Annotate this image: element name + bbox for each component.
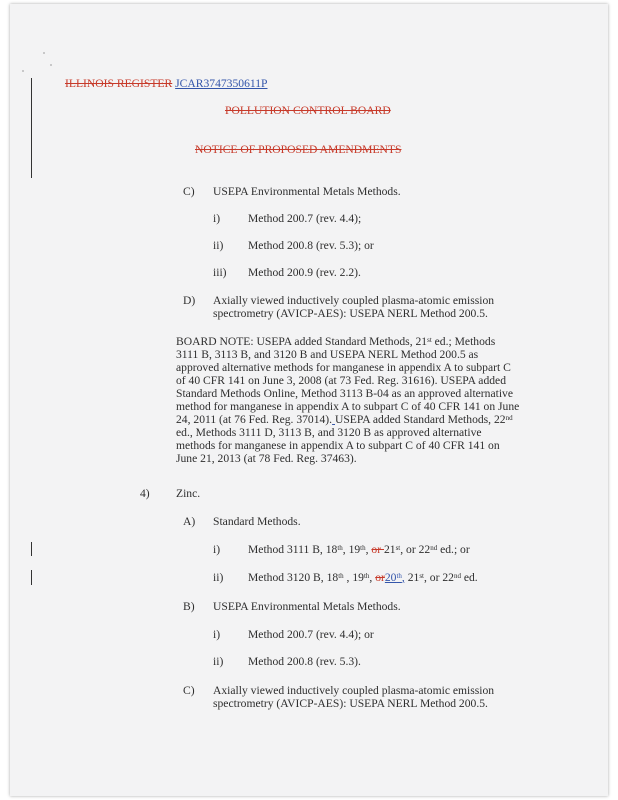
subitem-text: Method 3120 B, 18th , 19th, or20th, 21st, or 22nd ed. — [248, 571, 478, 584]
item-text: USEPA Environmental Metals Methods. — [213, 600, 401, 613]
subitem-label: ii) — [213, 239, 224, 252]
subitem-label: i) — [213, 628, 221, 641]
register-header — [65, 77, 267, 91]
subitem-label: ii) — [213, 655, 224, 668]
change-bar — [31, 570, 32, 585]
board-note-line: of 40 CFR 141 on June 3, 2008 (at 73 Fed. Reg. 31616). USEPA added — [176, 374, 506, 387]
item-text-line: Axially viewed inductively coupled plasma-atomic emission — [213, 684, 495, 697]
subitem-text: Method 200.7 (rev. 4.4); — [248, 212, 362, 225]
scan-speck — [50, 64, 52, 66]
board-note-line: June 21, 2013 (at 78 Fed. Reg. 37463). — [176, 452, 357, 465]
subitem-text: Method 200.8 (rev. 5.3); or — [248, 239, 374, 252]
board-note-line: BOARD NOTE: USEPA added Standard Methods, 21st ed.; Methods — [176, 335, 496, 348]
item-text-line: spectrometry (AVICP-AES): USEPA NERL Method 200.5. — [213, 307, 488, 320]
item-label: D) — [183, 294, 196, 307]
item-text-line: Axially viewed inductively coupled plasma-atomic emission — [213, 294, 495, 307]
section-number: 4) — [140, 487, 150, 500]
board-note-line: 3111 B, 3113 B, and 3120 B and USEPA NERL Method 200.5 as — [176, 348, 479, 361]
register-inserted: JCAR3747350611P — [175, 77, 268, 90]
item-label: C) — [183, 684, 195, 697]
subitem-text: Method 3111 B, 18th, 19th, or 21st, or 22nd ed.; or — [248, 543, 470, 556]
section-title: Zinc. — [176, 487, 201, 500]
subitem-text: Method 200.8 (rev. 5.3). — [248, 655, 361, 668]
item-label: A) — [183, 515, 196, 528]
inserted-text: 20th, — [384, 571, 405, 584]
subitem-label: i) — [213, 543, 221, 556]
item-text: USEPA Environmental Metals Methods. — [213, 185, 401, 198]
subitem-text: Method 200.7 (rev. 4.4); or — [248, 628, 374, 641]
board-note-line: ed., Methods 3111 D, 3113 B, and 3120 B as approved alternative — [176, 426, 482, 439]
board-note-line: methods for manganese in appendix A to subpart C of 40 CFR 141 on — [176, 439, 500, 452]
notice-header: NOTICE OF PROPOSED AMENDMENTS — [195, 143, 402, 156]
scan-speck — [43, 52, 45, 54]
change-bar — [31, 542, 32, 556]
item-label: C) — [183, 185, 195, 198]
subitem-label: iii) — [213, 266, 227, 279]
scan-speck — [22, 70, 24, 72]
board-note-line: approved alternative methods for manganese in appendix A to subpart C — [176, 361, 511, 374]
board-note-line: Standard Methods Online, Method 3113 B-04 as an approved alternative — [176, 387, 513, 400]
struck-text: or — [371, 543, 384, 556]
board-header: POLLUTION CONTROL BOARD — [225, 104, 391, 117]
change-bar — [31, 78, 32, 178]
subitem-text: Method 200.9 (rev. 2.2). — [248, 266, 361, 279]
subitem-label: i) — [213, 212, 221, 225]
board-note-line: method for manganese in appendix A to subpart C of 40 CFR 141 on June — [176, 400, 520, 413]
document-page — [10, 4, 608, 796]
board-note-line: 24, 2011 (at 76 Fed. Reg. 37014). USEPA added Standard Methods, 22nd — [176, 413, 513, 426]
register-struck: ILLINOIS REGISTER — [65, 77, 173, 90]
subitem-label: ii) — [213, 571, 224, 584]
item-text: Standard Methods. — [213, 515, 301, 528]
item-label: B) — [183, 600, 195, 613]
item-text-line: spectrometry (AVICP-AES): USEPA NERL Method 200.5. — [213, 697, 488, 710]
struck-text: or — [375, 571, 385, 584]
